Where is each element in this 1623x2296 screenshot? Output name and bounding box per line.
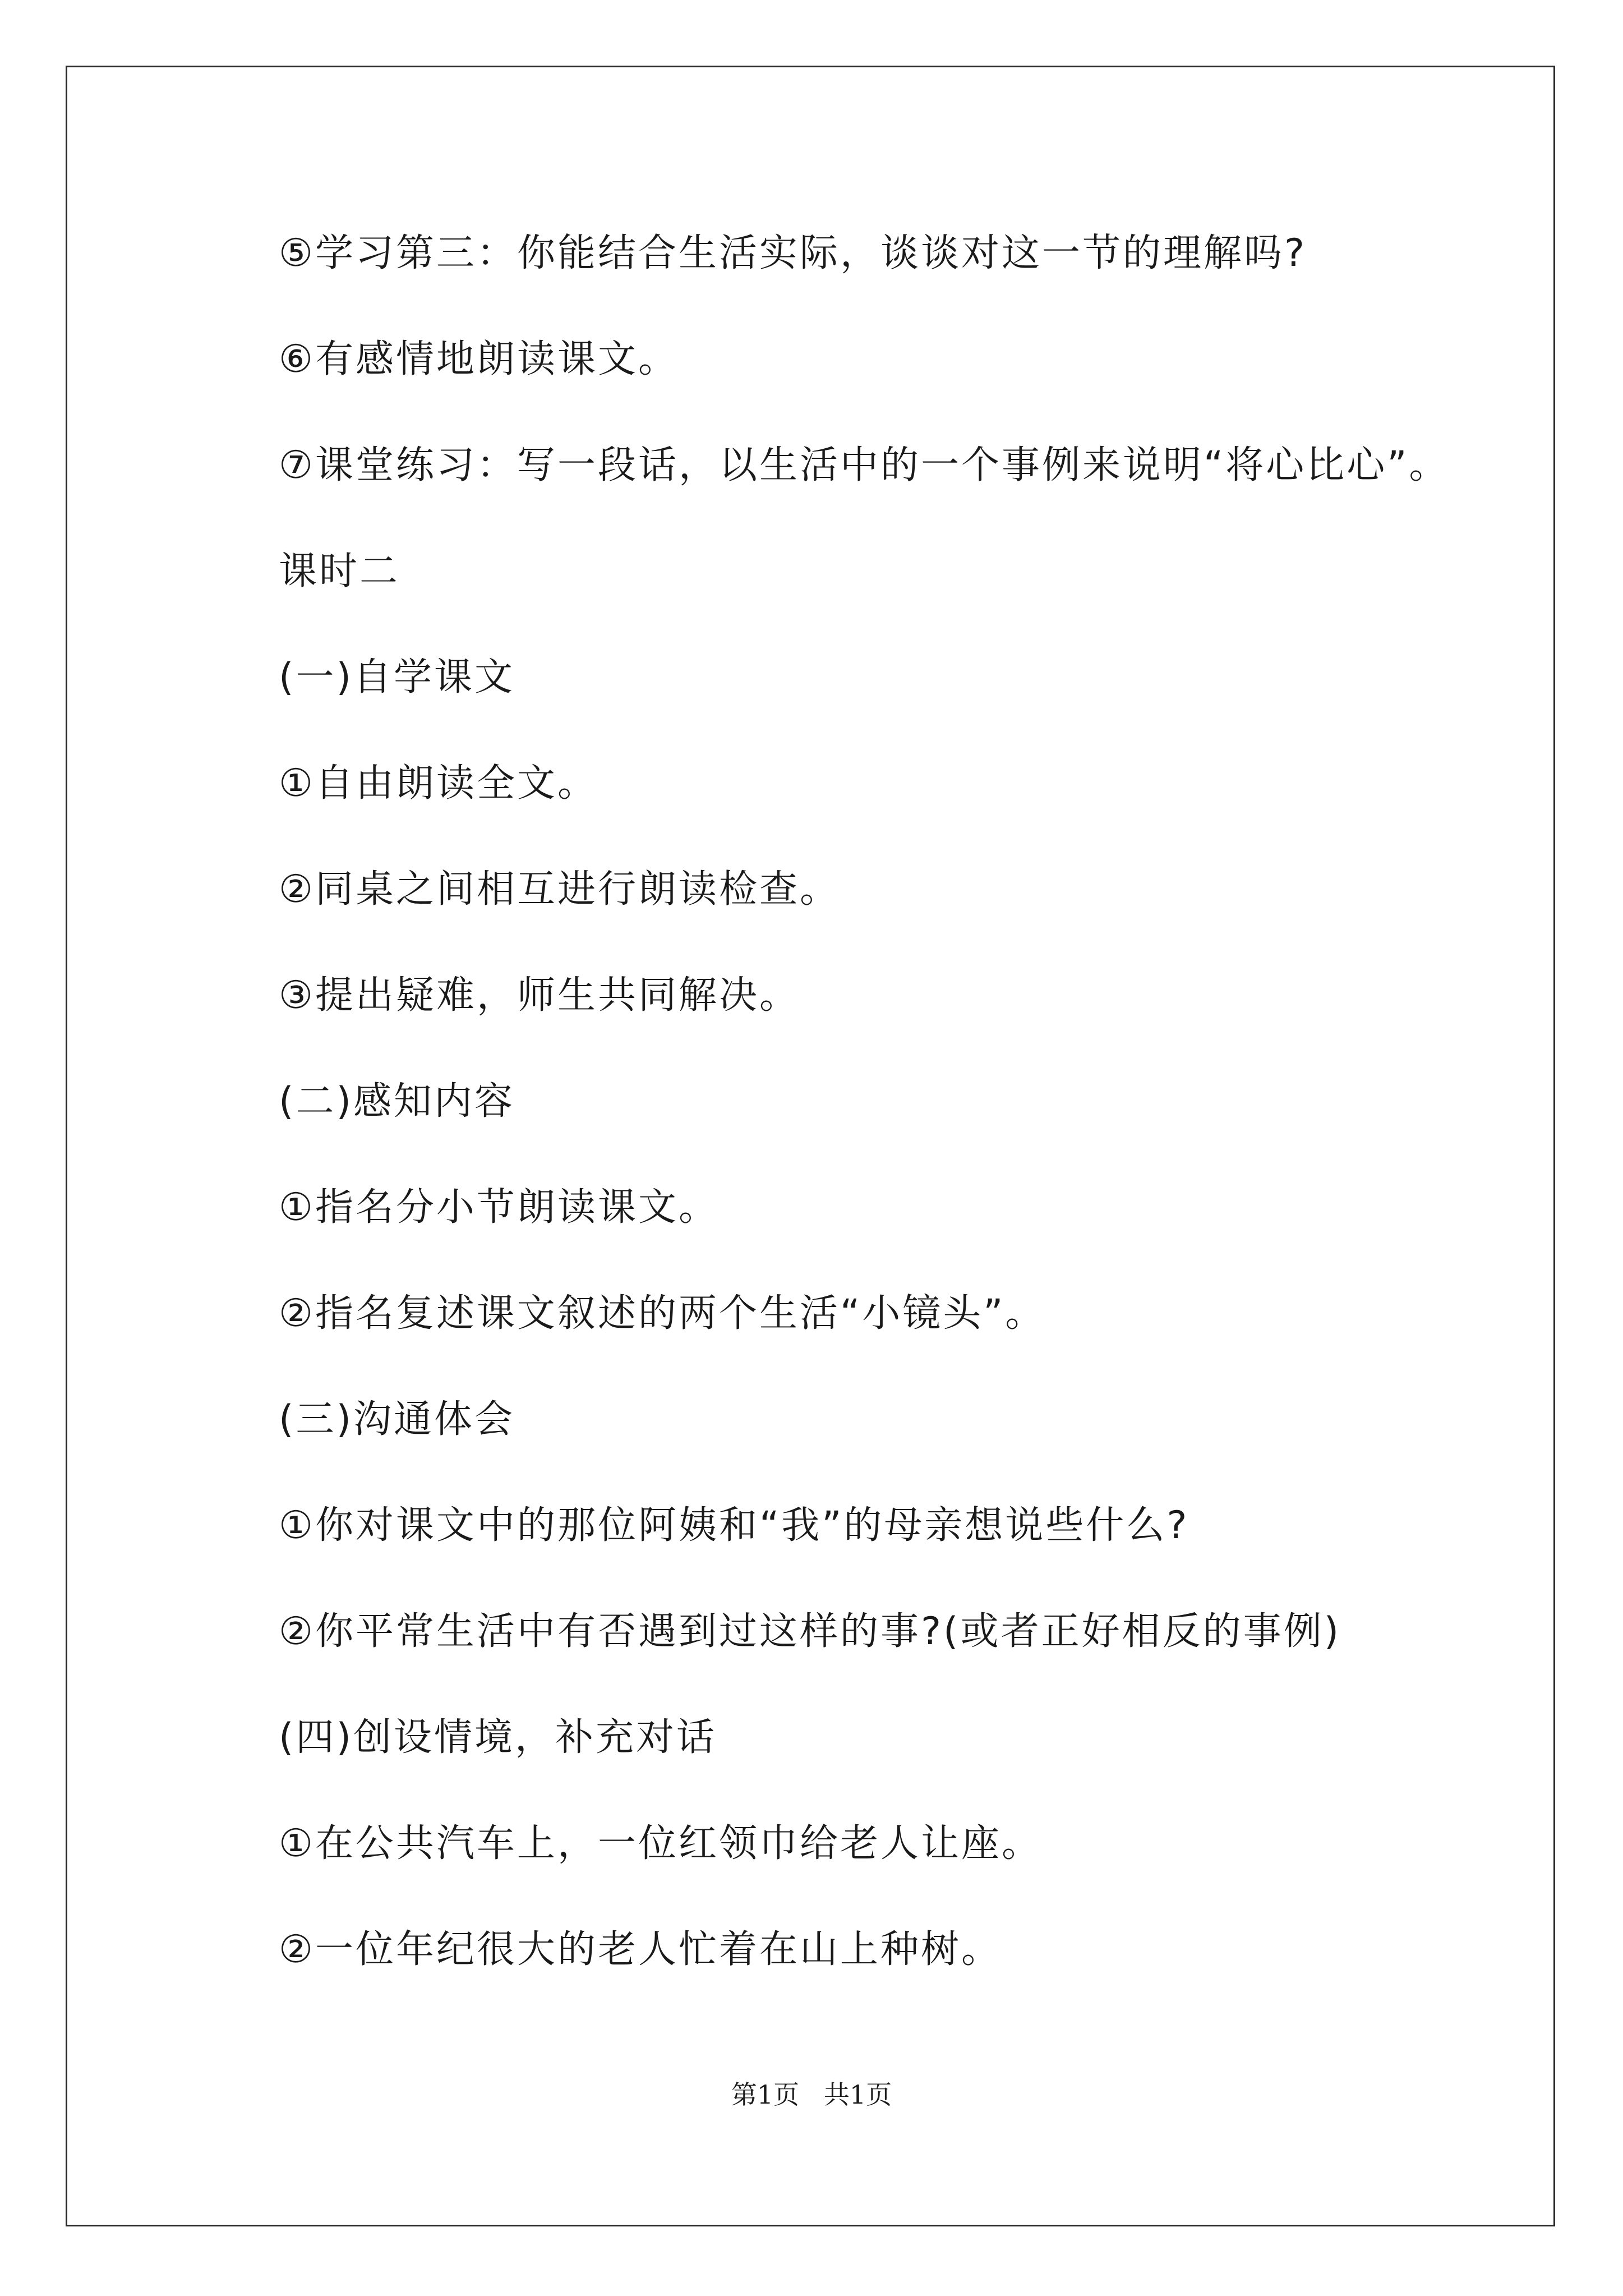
section-heading: (三)沟通体会 xyxy=(279,1397,515,1442)
text-line: ②同桌之间相互进行朗读检查。 xyxy=(279,867,840,912)
text-line: ②指名复述课文叙述的两个生活“小镜头”。 xyxy=(279,1291,1046,1336)
document-body xyxy=(279,220,1513,2022)
section-heading: 课时二 xyxy=(279,549,400,593)
text-line: ②你平常生活中有否遇到过这样的事?(或者正好相反的事例) xyxy=(279,1609,1341,1654)
text-line: ①在公共汽车上，一位红领巾给老人让座。 xyxy=(279,1821,1042,1866)
section-heading: (二)感知内容 xyxy=(279,1079,515,1124)
text-line: ⑦课堂练习：写一段话，以生活中的一个事例来说明“将心比心”。 xyxy=(279,443,1450,487)
text-line: ⑤学习第三：你能结合生活实际，谈谈对这一节的理解吗? xyxy=(279,231,1307,275)
text-line: ③提出疑难，师生共同解决。 xyxy=(279,973,800,1018)
text-line: ①你对课文中的那位阿姨和“我”的母亲想说些什么? xyxy=(279,1503,1189,1548)
text-line: ②一位年纪很大的老人忙着在山上种树。 xyxy=(279,1927,1002,1972)
section-heading: (四)创设情境，补充对话 xyxy=(279,1715,717,1760)
text-line: ①指名分小节朗读课文。 xyxy=(279,1185,719,1230)
section-heading: (一)自学课文 xyxy=(279,655,515,700)
page-number-footer: 第1页 共1页 xyxy=(731,2079,892,2110)
text-line: ①自由朗读全文。 xyxy=(279,761,598,806)
text-line: ⑥有感情地朗读课文。 xyxy=(279,337,679,381)
